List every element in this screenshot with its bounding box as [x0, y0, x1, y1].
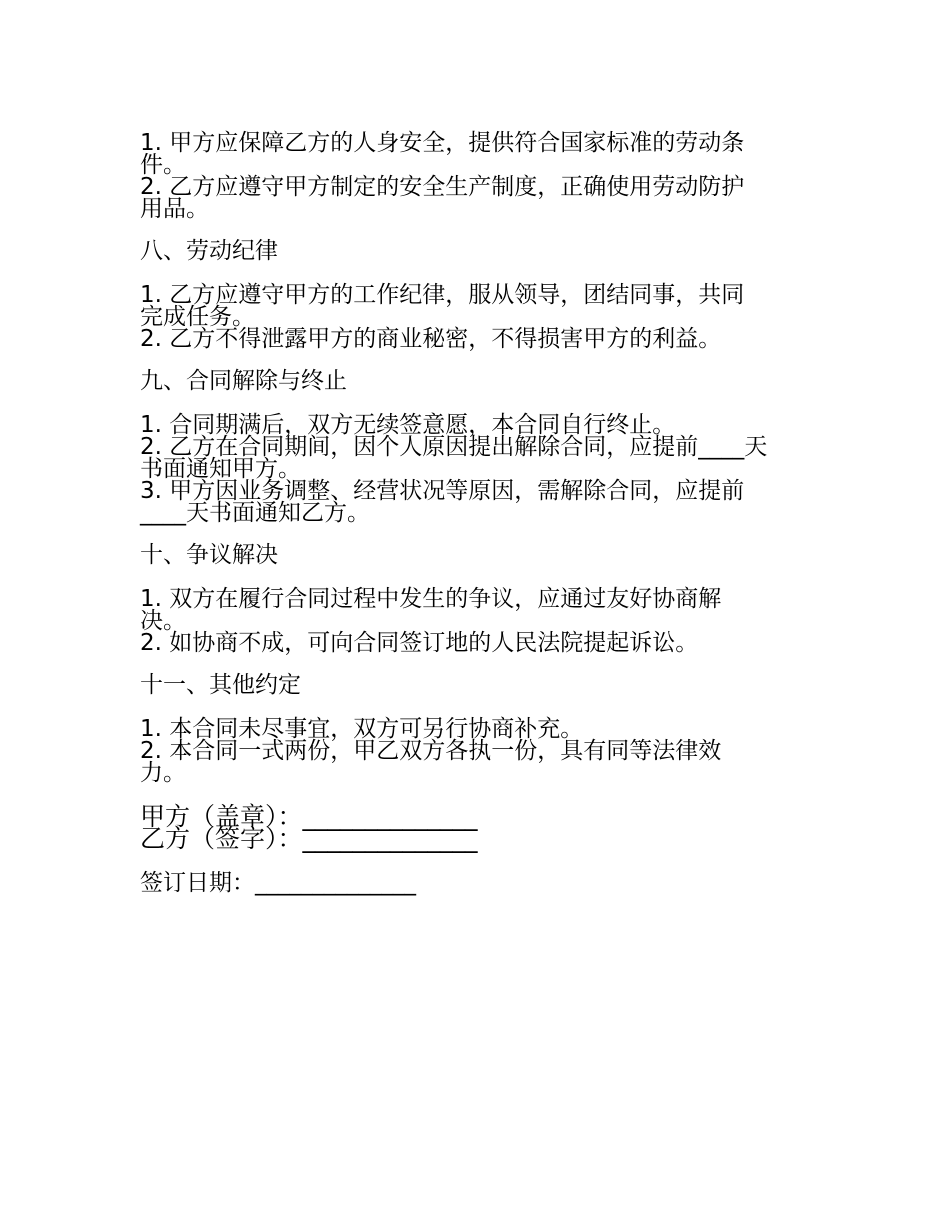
- clause-10-2: 2. 如协商不成，可向合同签订地的人民法院提起诉讼。: [140, 630, 699, 656]
- clause-8-1-line-2: 完成任务。: [140, 304, 255, 330]
- clause-9-2-line-2: 书面通知甲方。: [140, 456, 301, 482]
- clause-7-2-line-1: 2. 乙方应遵守甲方制定的安全生产制度，正确使用劳动防护: [140, 174, 745, 200]
- clause-7-2-line-2: 用品。: [140, 196, 209, 222]
- clause-10-1-line-1: 1. 双方在履行合同过程中发生的争议，应通过友好协商解: [140, 586, 722, 612]
- section-11-heading: 十一、其他约定: [140, 672, 301, 698]
- clause-9-3-line-2: ____天书面通知乙方。: [140, 500, 370, 526]
- clause-7-1-line-2: 件。: [140, 152, 186, 178]
- clause-11-2-line-1: 2. 本合同一式两份，甲乙双方各执一份，具有同等法律效: [140, 738, 722, 764]
- section-10-heading: 十、争议解决: [140, 542, 278, 568]
- signing-date-line: 签订日期：______________: [140, 870, 416, 896]
- clause-7-1-line-1: 1. 甲方应保障乙方的人身安全，提供符合国家标准的劳动条: [140, 130, 745, 156]
- section-8-heading: 八、劳动纪律: [140, 238, 278, 264]
- clause-8-1-line-1: 1. 乙方应遵守甲方的工作纪律，服从领导，团结同事，共同: [140, 282, 745, 308]
- clause-9-1: 1. 合同期满后，双方无续签意愿，本合同自行终止。: [140, 412, 676, 438]
- clause-11-1: 1. 本合同未尽事宜，双方可另行协商补充。: [140, 716, 584, 742]
- party-a-signature-line: 甲方（盖章）：______________: [140, 802, 478, 831]
- section-9-heading: 九、合同解除与终止: [140, 368, 347, 394]
- clause-9-3-line-1: 3. 甲方因业务调整、经营状况等原因，需解除合同，应提前: [140, 478, 745, 504]
- clause-11-2-line-2: 力。: [140, 760, 186, 786]
- clause-10-1-line-2: 决。: [140, 608, 186, 634]
- clause-8-2: 2. 乙方不得泄露甲方的商业秘密，不得损害甲方的利益。: [140, 326, 722, 352]
- party-b-signature-line: 乙方（签字）：______________: [140, 824, 478, 853]
- clause-9-2-line-1: 2. 乙方在合同期间，因个人原因提出解除合同，应提前____天: [140, 434, 768, 460]
